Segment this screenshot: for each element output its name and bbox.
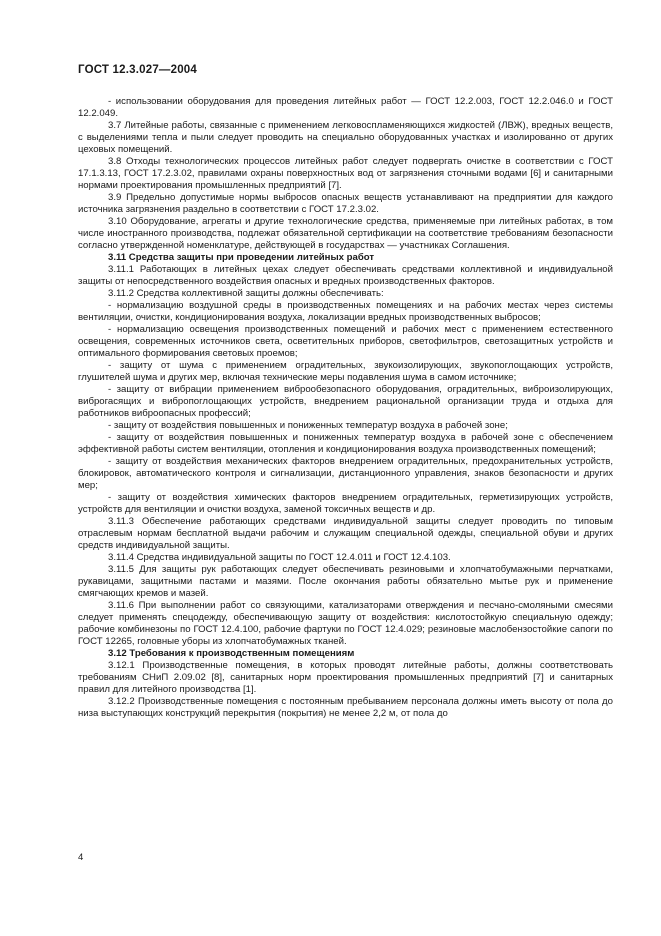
paragraph-3-7: 3.7 Литейные работы, связанные с применением легковоспламеняющихся жидкостей (ЛВЖ), вредных веществ, с выделениями тепла и пыли следует проводить на специально оборудованных участках и изолированно от других цеховых помещений. [78,120,613,155]
section-heading-3-12: 3.12 Требования к производственным помещениям [108,648,355,659]
paragraph-3-11-5: 3.11.5 Для защиты рук работающих следует обеспечивать резиновыми и хлопчатобумажными перчатками, рукавицами, защитными пастами и мазями. После окончания работы обязательно мытье рук и применение смягчающих кремов и мазей. [78,564,613,599]
paragraph-3-12-1: 3.12.1 Производственные помещения, в которых проводят литейные работы, должны соответствовать требованиям СНиП 2.09.02 [8], санитарных норм проектирования промышленных предприятий [7] и санитарных правил для литейного производства [1]. [78,660,613,695]
paragraph-3-9: 3.9 Предельно допустимые нормы выбросов опасных веществ устанавливают на предприятии для каждого источника загрязнения раздельно в соответствии с ГОСТ 17.2.3.02. [78,192,613,215]
list-item: - нормализацию воздушной среды в производственных помещениях и на рабочих местах через системы вентиляции, очистки, кондиционирования воздуха, локализации вредных производственных выбросов; [78,300,613,323]
list-item: - защиту от воздействия повышенных и пониженных температур воздуха в рабочей зоне с обеспечением эффективной работы систем вентиляции, отопления и кондиционирования воздуха производственных помещений; [78,432,613,455]
document-body [78,96,613,720]
section-heading-3-11: 3.11 Средства защиты при проведении литейных работ [108,252,375,263]
document-header: ГОСТ 12.3.027—2004 [78,64,197,76]
list-item: - защиту от воздействия механических факторов внедрением оградительных, предохранительных устройств, блокировок, автоматического контроля и сигнализации, дистанционного управления, знаков безопасности и других мер; [78,456,613,491]
list-item: - защиту от воздействия химических факторов внедрением оградительных, герметизирующих устройств, устройств для вентиляции и очистки воздуха, заменой токсичных веществ и др. [78,492,613,515]
list-item: - нормализацию освещения производственных помещений и рабочих мест с применением естественного освещения, современных источников света, осветительных приборов, светофильтров, светозащитных устройств и оптимального формирования световых проемов; [78,324,613,359]
paragraph-list-item: - использовании оборудования для проведения литейных работ — ГОСТ 12.2.003, ГОСТ 12.2.046.0 и ГОСТ 12.2.049. [78,96,613,119]
paragraph-3-12-2: 3.12.2 Производственные помещения с постоянным пребыванием персонала должны иметь высоту от пола до низа выступающих конструкций перекрытия (покрытия) не менее 2,2 м, от пола до [78,696,613,719]
list-item: - защиту от вибрации применением виброобезопасного оборудования, оградительных, виброизолирующих, виброгасящих и вибропоглощающих устройств, внедрением рациональной организации труда и отдыха для работников виброопасных профессий; [78,384,613,419]
paragraph-3-10: 3.10 Оборудование, агрегаты и другие технологические средства, применяемые при литейных работах, в том числе иностранного производства, подлежат обязательной сертификации на соответствие требованиям безопасности согласно утвержденной номенклатуре, действующей в государствах — участниках Соглашения. [78,216,613,251]
paragraph-3-8: 3.8 Отходы технологических процессов литейных работ следует подвергать очистке в соответствии с ГОСТ 17.1.3.13, ГОСТ 17.2.3.02, правилами охраны поверхностных вод от загрязнения сточными водами [6] и санитарными нормами проектирования промышленных предприятий [7]. [78,156,613,191]
list-item: - защиту от шума с применением оградительных, звукоизолирующих, звукопоглощающих устройств, глушителей шума и других мер, включая технические меры подавления шума в самом источнике; [78,360,613,383]
paragraph-3-11-3: 3.11.3 Обеспечение работающих средствами индивидуальной защиты следует проводить по типовым отраслевым нормам бесплатной выдачи рабочим и служащим специальной одежды, специальной обуви и других средств индивидуальной защиты. [78,516,613,551]
paragraph-3-11-1: 3.11.1 Работающих в литейных цехах следует обеспечивать средствами коллективной и индивидуальной защиты от непосредственного воздействия опасных и вредных производственных факторов. [78,264,613,287]
paragraph-3-11-4: 3.11.4 Средства индивидуальной защиты по ГОСТ 12.4.011 и ГОСТ 12.4.103. [108,552,451,563]
page-number: 4 [78,852,84,863]
paragraph-3-11-2: 3.11.2 Средства коллективной защиты должны обеспечивать: [108,288,384,299]
paragraph-3-11-6: 3.11.6 При выполнении работ со связующими, катализаторами отверждения и песчано-смоляными смесями следует применять спецодежду, обеспечивающую защиту от воздействия: кислотостойкую специальную одежду; рабочие комбинезоны по ГОСТ 12.4.100, рабочие фартуки по ГОСТ 12.4.029; резиновые маслобензостойкие сапоги по ГОСТ 12265, головные уборы из хлопчатобумажных тканей. [78,600,613,647]
list-item: - защиту от воздействия повышенных и пониженных температур воздуха в рабочей зоне; [108,420,508,431]
